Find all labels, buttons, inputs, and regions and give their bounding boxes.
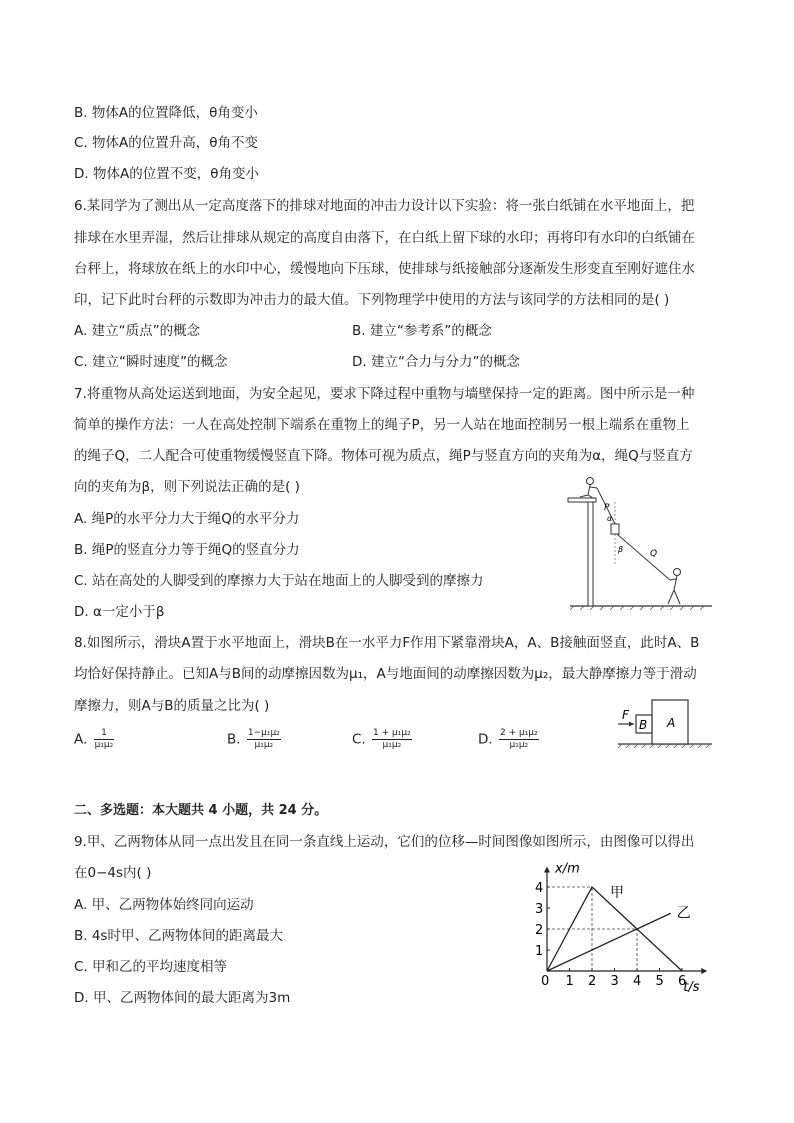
q6-option-b: B. 建立“参考系”的概念 — [352, 323, 492, 339]
q6-stem-line: 印，记下此时台秤的示数即为冲击力的最大值。下列物理学中使用的方法与该同学的方法相同的是( ) — [74, 292, 670, 308]
force-arrowhead — [629, 722, 634, 727]
q6-stem-line: 6.某同学为了测出从一定高度落下的排球对地面的冲击力设计以下实验：将一张白纸铺在水平地面上，把 — [74, 198, 695, 214]
xt-chart — [520, 858, 730, 994]
label-p: P — [604, 503, 610, 513]
q7-option-c: C. 站在高处的人脚受到的摩擦力大于站在地面上的人脚受到的摩擦力 — [74, 573, 484, 589]
section-title: 二、多选题：本大题共 4 小题，共 24 分。 — [74, 803, 328, 818]
option-label: C. — [352, 731, 366, 748]
label-b: B — [639, 718, 648, 732]
q7-option-a: A. 绳P的水平分力大于绳Q的水平分力 — [74, 511, 300, 527]
x-tick-label: 1 — [565, 974, 574, 989]
label-f: F — [622, 708, 629, 722]
q9-option-a: A. 甲、乙两物体始终同向运动 — [74, 897, 254, 913]
q6-option-a: A. 建立“质点”的概念 — [74, 323, 201, 339]
q8-stem-line: 摩擦力，则A与B的质量之比为( ) — [74, 698, 270, 714]
top-person — [580, 478, 597, 499]
q7-stem-line: 简单的操作方法：一人在高处控制下端系在重物上的绳子P，另一人站在地面控制另一根上端系在重物上 — [74, 417, 690, 433]
series-line-2 — [547, 913, 671, 971]
x-axis-arrow — [701, 968, 707, 974]
x-tick-label: 5 — [655, 974, 664, 989]
y-axis-arrow — [544, 867, 550, 873]
x-tick-label: 6 — [678, 974, 687, 989]
denominator: μ₁μ₂ — [94, 740, 114, 750]
option-label: D. — [478, 731, 493, 748]
numerator: 1 + μ₁μ₂ — [373, 728, 411, 738]
fraction — [247, 728, 281, 751]
q9-option-b: B. 4s时甲、乙两物体间的距离最大 — [74, 928, 283, 944]
denominator: μ₁μ₂ — [509, 740, 529, 750]
q9-stem-line: 在0−4s内( ) — [74, 865, 152, 881]
option-label: A. — [74, 731, 88, 748]
y-axis-label: x/m — [555, 861, 580, 877]
x-tick-label: 3 — [610, 974, 619, 989]
numerator: 1−μ₁μ₂ — [247, 728, 280, 738]
option-label: B. — [227, 731, 241, 748]
q7-stem-line: 7.将重物从高处运送到地面，为安全起见，要求下降过程中重物与墙壁保持一定的距离。图中所示是一种 — [74, 386, 695, 402]
series-label-yi: 乙 — [676, 905, 691, 922]
q8-option-c — [352, 728, 412, 751]
q8-stem-line: 8.如图所示，滑块A置于水平地面上，滑块B在一水平力F作用下紧靠滑块A，A、B接触面竖直，此时A、B — [74, 635, 700, 651]
x-tick-label: 0 — [541, 974, 550, 989]
label-q: Q — [650, 549, 658, 559]
q7-option-d: D. α一定小于β — [74, 604, 165, 620]
y-tick-label: 2 — [535, 923, 544, 938]
q5-option-b: B. 物体A的位置降低，θ角变小 — [74, 105, 258, 121]
series-label-jia: 甲 — [610, 885, 624, 901]
q8-option-b — [227, 728, 281, 751]
fraction — [94, 728, 115, 751]
numerator: 2 + μ₁μ₂ — [499, 728, 538, 738]
q5-option-d: D. 物体A的位置不变，θ角变小 — [74, 166, 259, 182]
q8-option-a — [74, 728, 114, 751]
numerator: 1 — [94, 728, 115, 740]
hanging-weight — [611, 524, 619, 534]
q9-option-d: D. 甲、乙两物体间的最大距离为3m — [74, 990, 291, 1006]
ground-person — [668, 569, 681, 605]
q6-option-c: C. 建立“瞬时速度”的概念 — [74, 354, 228, 370]
fraction — [372, 728, 412, 751]
y-tick-label: 4 — [535, 881, 544, 896]
platform — [568, 498, 596, 502]
q8-option-d — [478, 728, 539, 751]
y-tick-label: 1 — [535, 944, 544, 959]
wall-pole — [588, 502, 593, 606]
q7-stem-line: 的绳子Q，二人配合可使重物缓慢竖直下降。物体可视为质点，绳P与竖直方向的夹角为α，绳Q与竖直方 — [74, 448, 693, 464]
x-tick-label: 2 — [588, 974, 597, 989]
q5-option-c: C. 物体A的位置升高，θ角不变 — [74, 135, 259, 151]
label-alpha: α — [607, 514, 613, 523]
q6-stem-line: 台秤上，将球放在纸上的水印中心，缓慢地向下压球，使排球与纸接触部分逐渐发生形变直至刚好遮住水 — [74, 261, 695, 277]
q7-figure — [560, 476, 720, 611]
q9-stem-line: 9.甲、乙两物体从同一点出发且在同一条直线上运动，它们的位移—时间图像如图所示，由图像可以得出 — [74, 834, 695, 850]
fraction — [499, 728, 539, 751]
q7-stem-line: 向的夹角为β，则下列说法正确的是( ) — [74, 479, 300, 495]
label-beta: β — [618, 545, 624, 554]
rope-q — [617, 534, 670, 580]
q8-figure — [600, 697, 720, 755]
q6-option-d: D. 建立“合力与分力”的概念 — [352, 354, 520, 370]
denominator: μ₁μ₂ — [382, 740, 402, 750]
x-axis-label: t/s — [683, 980, 700, 994]
q7-option-b: B. 绳P的竖直分力等于绳Q的竖直分力 — [74, 542, 300, 558]
q8-stem-line: 均恰好保持静止。已知A与B间的动摩擦因数为μ₁，A与地面间的动摩擦因数为μ₂，最大静摩擦力等于滑动 — [74, 666, 697, 682]
denominator: μ₁μ₂ — [254, 740, 274, 750]
q6-stem-line: 排球在水里弄湿，然后让排球从规定的高度自由落下，在白纸上留下球的水印；再将印有水印的白纸铺在 — [74, 230, 695, 246]
label-a: A — [667, 716, 676, 730]
q9-option-c: C. 甲和乙的平均速度相等 — [74, 959, 228, 975]
y-tick-label: 3 — [535, 902, 544, 917]
x-tick-label: 4 — [633, 974, 642, 989]
